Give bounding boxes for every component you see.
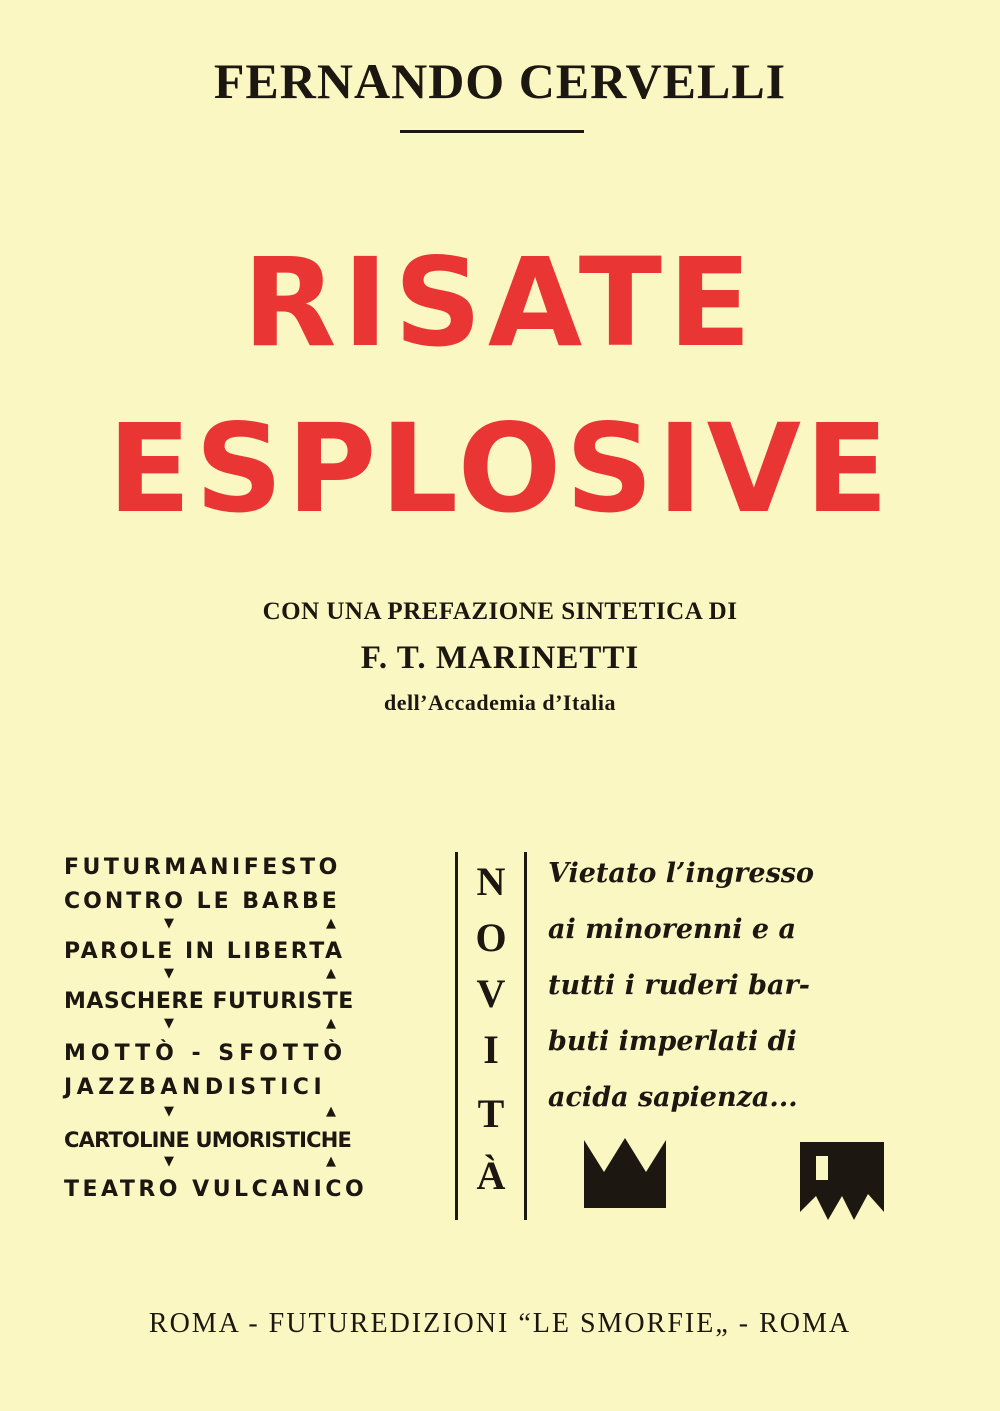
publisher-footer: ROMA - FUTUREDIZIONI “LE SMORFIE„ - ROMA bbox=[148, 1308, 852, 1339]
warning-line: tutti i ruderi bar- bbox=[548, 970, 810, 1001]
title-rule bbox=[400, 130, 584, 133]
novita-letter: O bbox=[475, 915, 507, 960]
down-arrow-icon: ▼ bbox=[164, 966, 174, 981]
novita-letter: T bbox=[477, 1091, 505, 1136]
down-arrow-icon: ▼ bbox=[164, 1154, 174, 1169]
up-arrow-icon: ▲ bbox=[326, 1104, 336, 1119]
list-item: TEATRO VULCANICO bbox=[64, 1177, 368, 1202]
novita-letter: V bbox=[476, 971, 506, 1016]
up-arrow-icon: ▲ bbox=[326, 1154, 336, 1169]
divider-right bbox=[524, 852, 527, 1220]
down-arrow-icon: ▼ bbox=[164, 1016, 174, 1031]
title-line-1: RISATE bbox=[242, 232, 758, 374]
title-line-2: ESPLOSIVE bbox=[107, 398, 893, 540]
novita-letter: I bbox=[483, 1027, 499, 1072]
warning-line: Vietato l’ingresso bbox=[548, 858, 814, 889]
list-item: JAZZBANDISTICI bbox=[64, 1075, 327, 1100]
preface-author: F. T. MARINETTI bbox=[360, 640, 640, 676]
list-item: FUTURMANIFESTO bbox=[64, 855, 341, 880]
up-arrow-icon: ▲ bbox=[326, 916, 336, 931]
preface-affiliation: dell’Accademia d’Italia bbox=[383, 690, 617, 715]
list-item: PAROLE IN LIBERTA bbox=[64, 939, 345, 964]
crown-logo-icon bbox=[582, 1136, 668, 1210]
down-arrow-icon: ▼ bbox=[164, 1104, 174, 1119]
warning-line: buti imperlati di bbox=[548, 1026, 797, 1057]
divider-left bbox=[455, 852, 458, 1220]
list-item: CARTOLINE UMORISTICHE bbox=[64, 1128, 352, 1152]
list-item: MOTTÒ - SFOTTÒ bbox=[64, 1041, 348, 1066]
novita-letter: À bbox=[476, 1153, 506, 1198]
down-arrow-icon: ▼ bbox=[164, 916, 174, 931]
warning-line: acida sapienza... bbox=[548, 1082, 798, 1113]
author-name: FERNANDO CERVELLI bbox=[213, 53, 787, 109]
list-item: CONTRO LE BARBE bbox=[64, 889, 340, 914]
up-arrow-icon: ▲ bbox=[326, 966, 336, 981]
m-logo-icon bbox=[798, 1140, 886, 1224]
novita-letter: N bbox=[476, 859, 506, 904]
warning-line: ai minorenni e a bbox=[548, 914, 797, 945]
up-arrow-icon: ▲ bbox=[326, 1016, 336, 1031]
preface-intro: CON UNA PREFAZIONE SINTETICA DI bbox=[262, 598, 738, 625]
list-item: MASCHERE FUTURISTE bbox=[64, 989, 354, 1014]
